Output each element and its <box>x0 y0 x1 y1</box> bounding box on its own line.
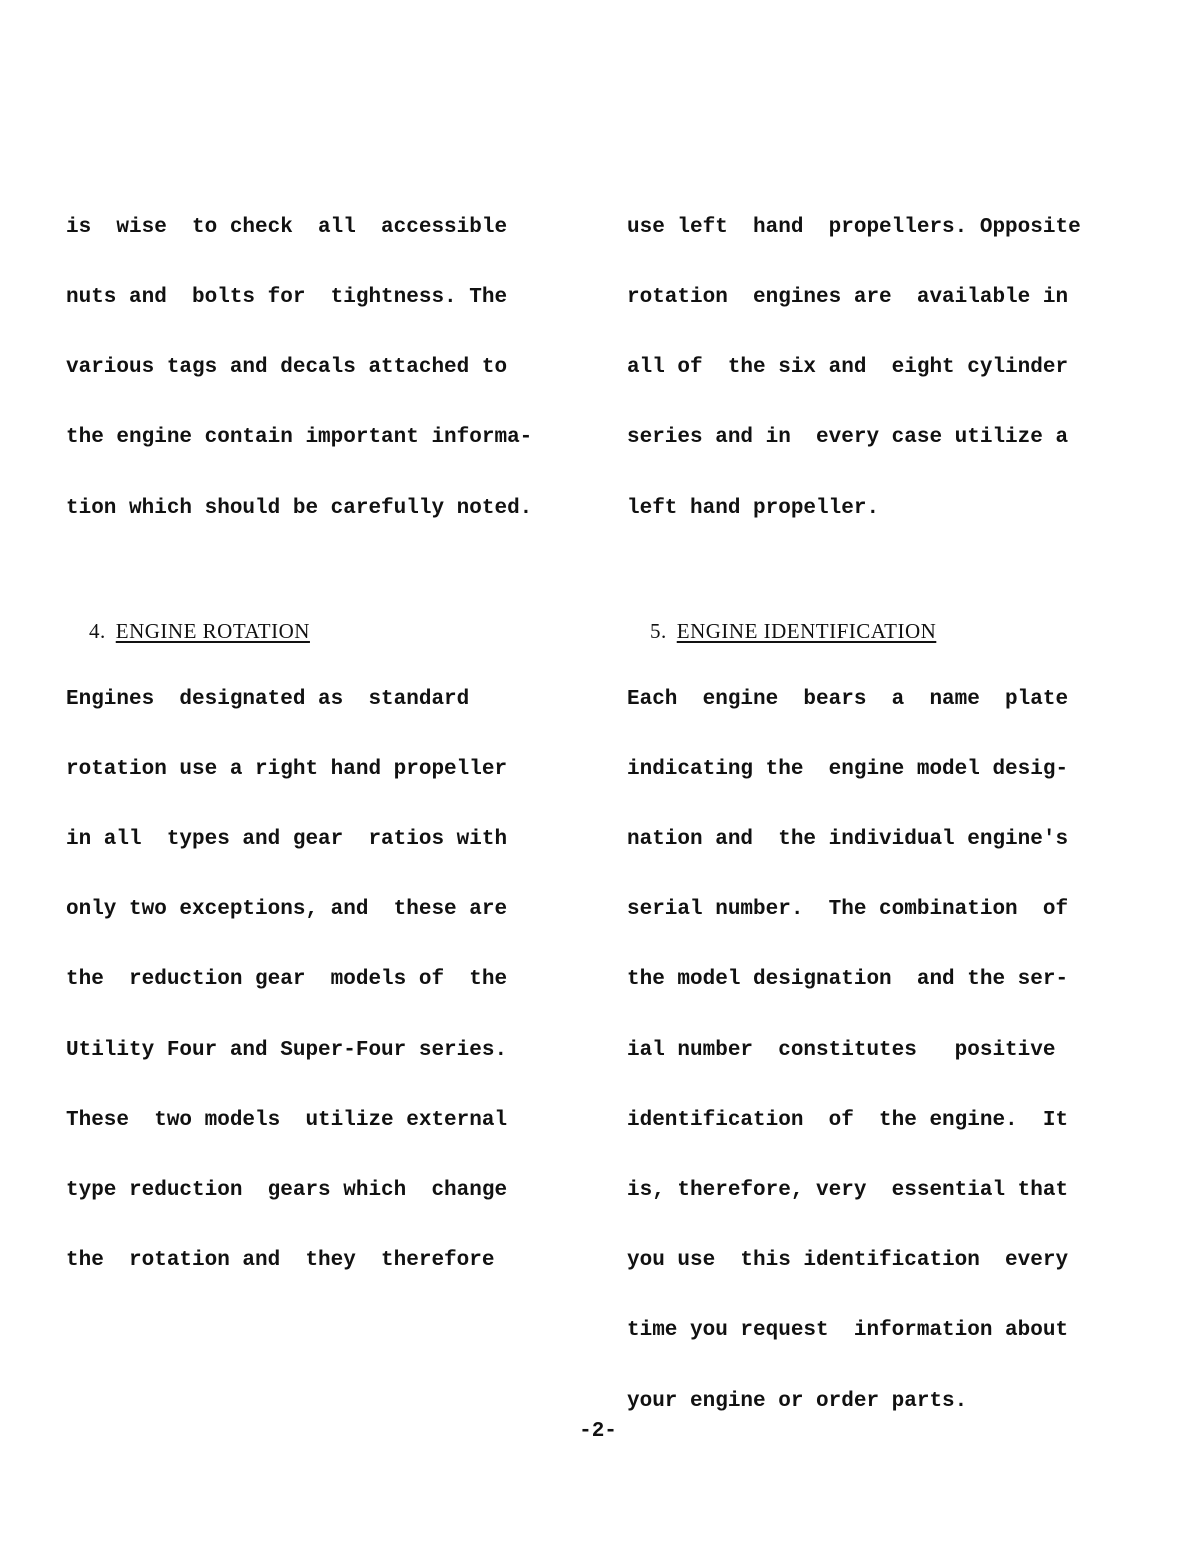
text-line: Each engine bears a name plate <box>627 687 1069 711</box>
text-line: nuts and bolts for tightness. The <box>66 286 508 310</box>
text-line: is, therefore, very essential that <box>627 1179 1069 1203</box>
text-line: rotation engines are available in <box>627 286 1069 310</box>
section-heading-engine-rotation <box>66 589 566 643</box>
text-line: serial number. The combination of <box>627 898 1069 922</box>
section-title: ENGINE IDENTIFICATION <box>676 618 937 643</box>
left-intro-paragraph <box>66 169 566 567</box>
text-line: tion which should be carefully noted. <box>66 496 533 520</box>
section-heading-engine-identification <box>627 589 1127 643</box>
text-line: the rotation and they therefore <box>66 1249 495 1273</box>
text-line: only two exceptions, and these are <box>66 898 508 922</box>
text-line: all of the six and eight cylinder <box>627 356 1069 380</box>
text-line: left hand propeller. <box>627 496 880 520</box>
text-line: time you request information about <box>627 1319 1069 1343</box>
right-intro-paragraph <box>627 169 1127 567</box>
left-column <box>66 169 566 1319</box>
text-line: ial number constitutes positive <box>627 1038 1056 1062</box>
text-line: series and in every case utilize a <box>627 426 1069 450</box>
text-line: type reduction gears which change <box>66 1179 508 1203</box>
engine-identification-paragraph <box>627 641 1127 1460</box>
section-number: 5. <box>650 618 667 643</box>
text-line: in all types and gear ratios with <box>66 828 508 852</box>
text-line: various tags and decals attached to <box>66 356 508 380</box>
right-column <box>627 169 1127 1460</box>
text-line: is wise to check all accessible <box>66 215 508 239</box>
text-line: your engine or order parts. <box>627 1389 968 1413</box>
text-line: Utility Four and Super-Four series. <box>66 1038 508 1062</box>
engine-rotation-paragraph <box>66 641 566 1320</box>
text-line: you use this identification every <box>627 1249 1069 1273</box>
text-line: indicating the engine model desig- <box>627 757 1069 781</box>
text-line: the engine contain important informa- <box>66 426 533 450</box>
text-line: rotation use a right hand propeller <box>66 757 508 781</box>
text-line: use left hand propellers. Opposite <box>627 215 1081 239</box>
section-number: 4. <box>89 618 106 643</box>
text-line: These two models utilize external <box>66 1108 508 1132</box>
page-number: -2- <box>579 1420 617 1443</box>
text-line: nation and the individual engine's <box>627 828 1069 852</box>
section-title: ENGINE ROTATION <box>115 618 310 643</box>
text-line: the reduction gear models of the <box>66 968 508 992</box>
text-line: identification of the engine. It <box>627 1108 1069 1132</box>
text-line: the model designation and the ser- <box>627 968 1069 992</box>
text-line: Engines designated as standard <box>66 687 470 711</box>
